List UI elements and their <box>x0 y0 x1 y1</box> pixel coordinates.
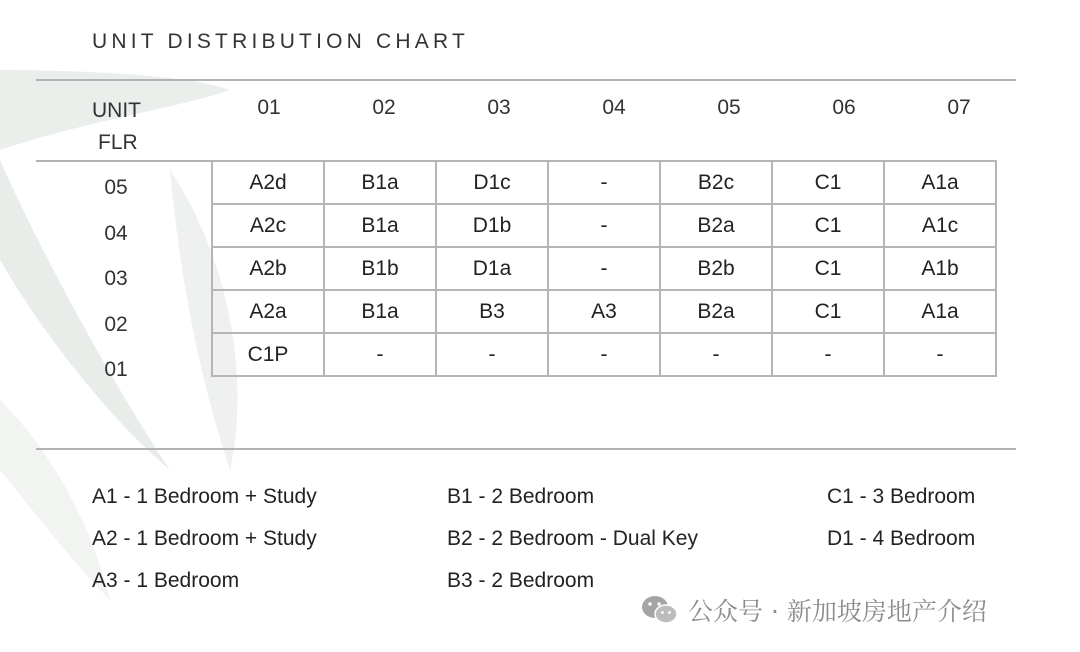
unit-cell: A1a <box>884 290 996 333</box>
floor-header-label: FLR <box>98 131 138 154</box>
legend-item: A2 - 1 Bedroom + Study <box>92 527 317 550</box>
unit-cell: A3 <box>548 290 660 333</box>
legend-item: B3 - 2 Bedroom <box>447 569 595 592</box>
unit-cell: A1c <box>884 204 996 247</box>
column-header: 06 <box>832 96 856 119</box>
floor-label: 01 <box>104 358 128 381</box>
unit-cell: - <box>548 247 660 290</box>
unit-cell: B2a <box>660 290 772 333</box>
floor-label: 05 <box>104 176 128 199</box>
unit-cell: - <box>660 333 772 376</box>
watermark <box>640 590 987 630</box>
chart-title: UNIT DISTRIBUTION CHART <box>92 30 470 53</box>
unit-cell: D1a <box>436 247 548 290</box>
unit-cell: A1a <box>884 161 996 204</box>
unit-cell: C1 <box>772 290 884 333</box>
unit-cell: C1P <box>212 333 324 376</box>
top-divider <box>36 79 1016 81</box>
unit-cell: B1a <box>324 161 436 204</box>
legend-item: D1 - 4 Bedroom <box>827 527 976 550</box>
column-header: 02 <box>372 96 396 119</box>
unit-cell: - <box>772 333 884 376</box>
unit-cell: B1a <box>324 290 436 333</box>
leaf-shape <box>0 160 170 470</box>
watermark-text: 公众号 · 新加坡房地产介绍 <box>688 597 987 626</box>
table-row <box>212 161 996 204</box>
unit-cell: B1a <box>324 204 436 247</box>
unit-cell: - <box>324 333 436 376</box>
floor-label: 04 <box>104 222 128 245</box>
unit-cell: C1 <box>772 204 884 247</box>
unit-cell: C1 <box>772 161 884 204</box>
legend-item: B1 - 2 Bedroom <box>447 485 595 508</box>
floor-label: 02 <box>104 313 128 336</box>
table-row <box>212 333 996 376</box>
unit-cell: A1b <box>884 247 996 290</box>
unit-cell: D1c <box>436 161 548 204</box>
header-divider <box>36 160 212 162</box>
unit-cell: - <box>548 161 660 204</box>
table-row <box>212 247 996 290</box>
table-row <box>212 204 996 247</box>
wechat-icon <box>640 593 680 627</box>
column-header: 07 <box>947 96 971 119</box>
column-header: 01 <box>257 96 281 119</box>
unit-cell: D1b <box>436 204 548 247</box>
column-header: 03 <box>487 96 511 119</box>
unit-cell: A2b <box>212 247 324 290</box>
unit-cell: B2b <box>660 247 772 290</box>
unit-cell: B1b <box>324 247 436 290</box>
table-row <box>212 290 996 333</box>
bottom-divider <box>36 448 1016 450</box>
unit-cell: B2a <box>660 204 772 247</box>
unit-floor-header <box>92 95 141 159</box>
unit-header-label: UNIT <box>92 99 141 122</box>
column-header: 05 <box>717 96 741 119</box>
legend-item: B2 - 2 Bedroom - Dual Key <box>447 527 698 550</box>
unit-cell: B2c <box>660 161 772 204</box>
unit-cell: - <box>548 204 660 247</box>
unit-cell: - <box>436 333 548 376</box>
unit-cell: - <box>884 333 996 376</box>
unit-cell: A2c <box>212 204 324 247</box>
unit-distribution-table <box>211 160 997 377</box>
unit-cell: - <box>548 333 660 376</box>
legend-item: A1 - 1 Bedroom + Study <box>92 485 317 508</box>
floor-label: 03 <box>104 267 128 290</box>
unit-cell: C1 <box>772 247 884 290</box>
column-header: 04 <box>602 96 626 119</box>
legend-item: A3 - 1 Bedroom <box>92 569 240 592</box>
unit-cell: A2a <box>212 290 324 333</box>
unit-cell: A2d <box>212 161 324 204</box>
unit-cell: B3 <box>436 290 548 333</box>
legend-item: C1 - 3 Bedroom <box>827 485 976 508</box>
